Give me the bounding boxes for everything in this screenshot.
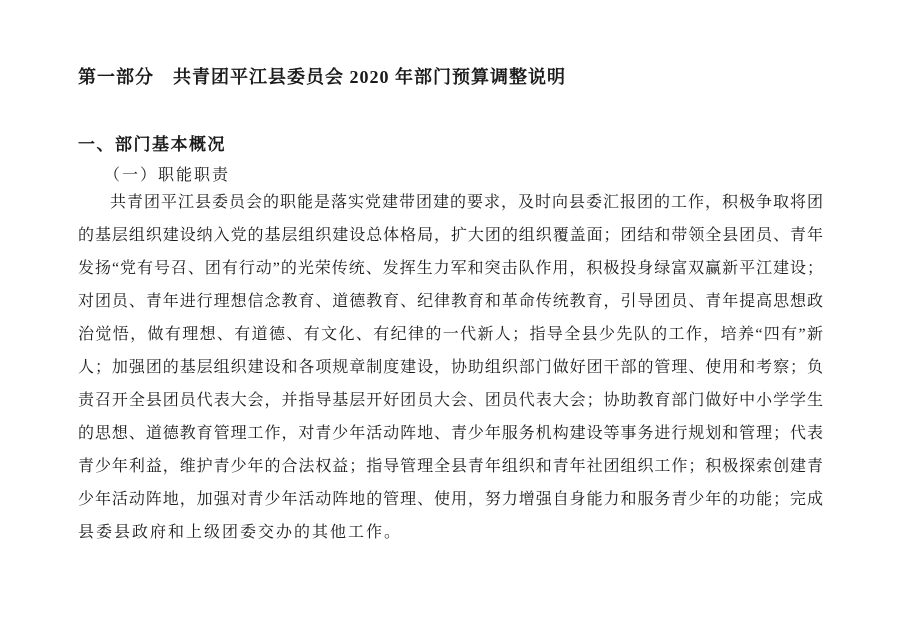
paragraph-line: 的基层组织建设纳入党的基层组织建设总体格局，扩大团的组织覆盖面；团结和带领全县团员、青年	[78, 227, 823, 244]
paragraph-line: 发扬“党有号召、团有行动”的光荣传统、发挥生力军和突击队作用，积极投身绿富双赢新平江建设；	[78, 260, 823, 277]
subsection-heading-functions: （一）职能职责	[104, 167, 231, 184]
section-heading-basic-overview: 一、部门基本概况	[78, 135, 226, 154]
paragraph-line: 县委县政府和上级团委交办的其他工作。	[78, 524, 403, 541]
document-title: 第一部分 共青团平江县委员会 2020 年部门预算调整说明	[78, 67, 566, 87]
paragraph-line: 的思想、道德教育管理工作，对青少年活动阵地、青少年服务机构建设等事务进行规划和管理；代表	[78, 425, 823, 442]
paragraph-line: 少年活动阵地，加强对青少年活动阵地的管理、使用，努力增强自身能力和服务青少年的功能；完成	[78, 491, 823, 508]
functions-paragraph	[78, 186, 823, 549]
paragraph-line: 共青团平江县委员会的职能是落实党建带团建的要求，及时向县委汇报团的工作，积极争取将团	[110, 194, 823, 211]
paragraph-line: 人；加强团的基层组织建设和各项规章制度建设，协助组织部门做好团干部的管理、使用和考察；负	[78, 359, 823, 376]
paragraph-line: 对团员、青年进行理想信念教育、道德教育、纪律教育和革命传统教育，引导团员、青年提高思想政	[78, 293, 823, 310]
paragraph-line: 青少年利益，维护青少年的合法权益；指导管理全县青年组织和青年社团组织工作；积极探索创建青	[78, 458, 823, 475]
paragraph-line: 治觉悟，做有理想、有道德、有文化、有纪律的一代新人；指导全县少先队的工作，培养“四有”新	[78, 326, 823, 343]
paragraph-line: 责召开全县团员代表大会，并指导基层开好团员大会、团员代表大会；协助教育部门做好中小学学生	[78, 392, 823, 409]
